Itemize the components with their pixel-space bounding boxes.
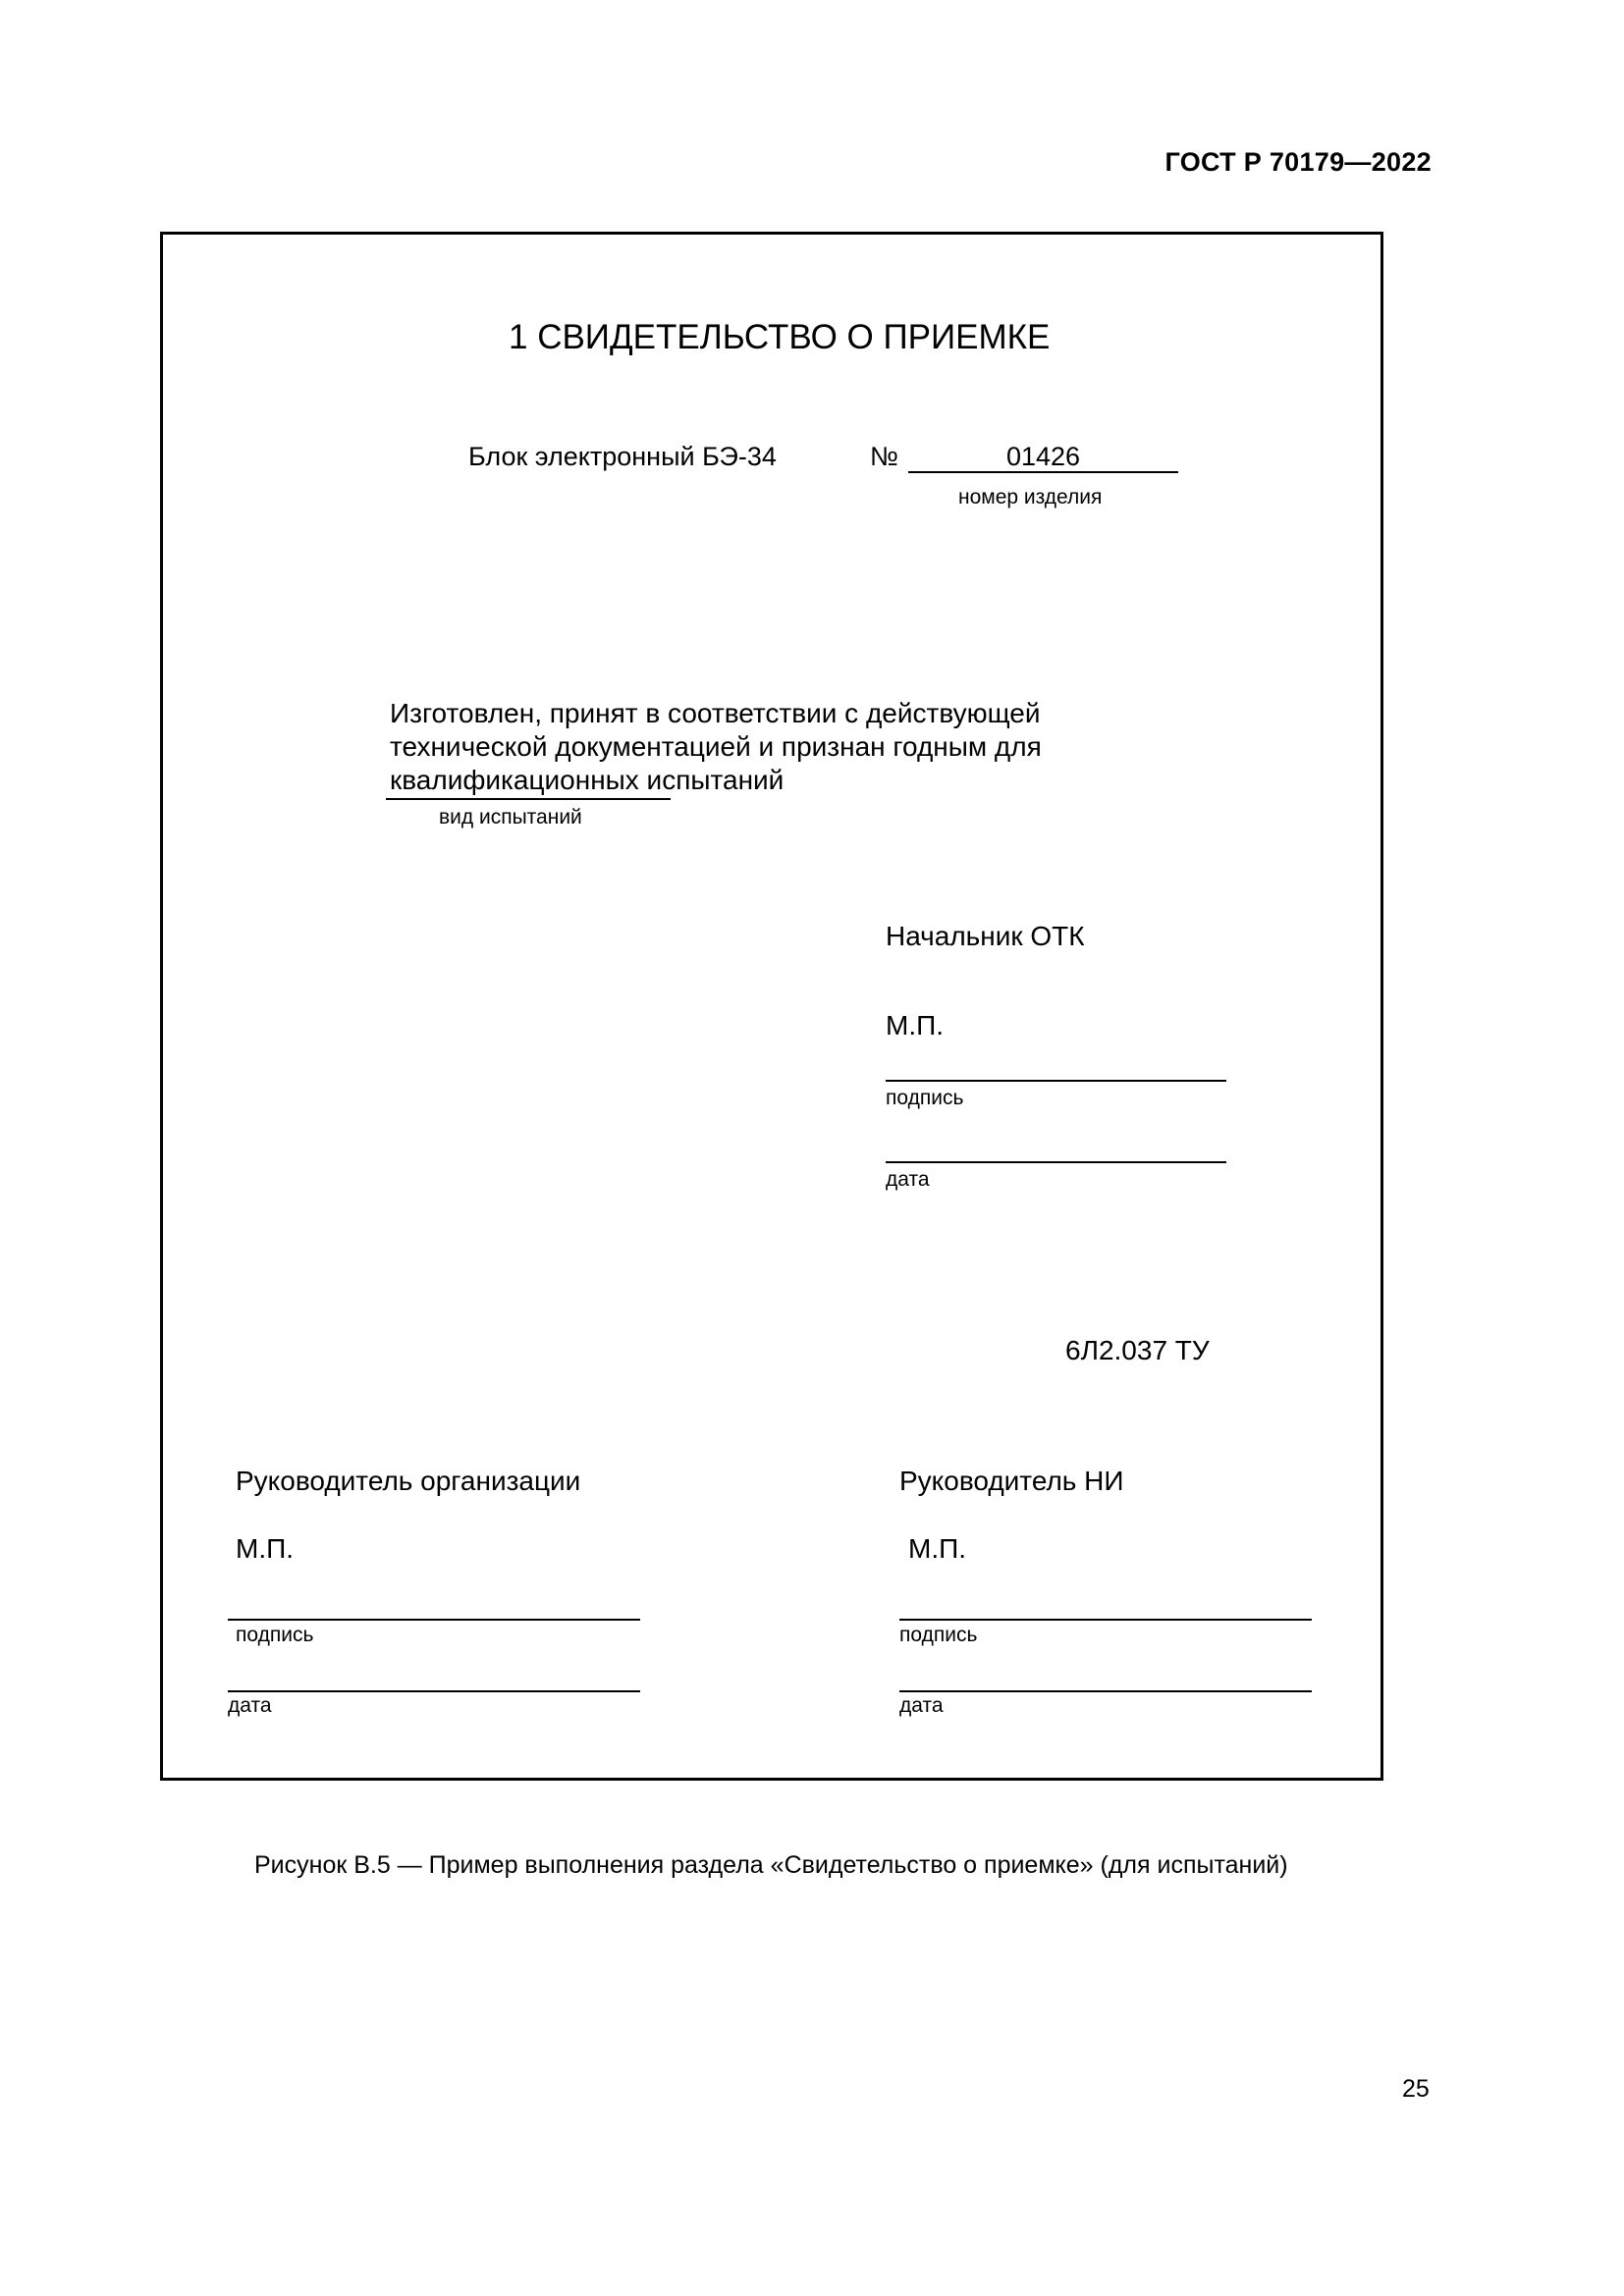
org-head-date-line [228,1690,640,1692]
statement-line: Изготовлен, принят в соответствии с действующей [390,698,1041,728]
otk-signature-caption: подпись [886,1087,964,1109]
acceptance-statement [390,697,1077,797]
ni-head-date-caption: дата [899,1694,944,1717]
ni-head-signature-caption: подпись [899,1624,978,1646]
product-name: Блок электронный БЭ-34 [468,442,777,471]
number-sign: № [870,442,898,471]
statement-line: квалификационных испытаний [390,765,785,795]
org-head-signature-caption: подпись [236,1624,314,1646]
spec-code: 6Л2.037 ТУ [1065,1335,1210,1365]
ni-head-title: Руководитель НИ [899,1466,1124,1496]
otk-date-caption: дата [886,1168,930,1191]
serial-number: 01426 [1005,442,1081,471]
figure-caption: Рисунок В.5 — Пример выполнения раздела «Свидетельство о приемке» (для испытаний) [254,1851,1288,1879]
page-number: 25 [1402,2075,1430,2103]
standard-designation: ГОСТ Р 70179—2022 [1164,147,1432,177]
statement-line: технической документацией и признан годным для [390,731,1042,762]
otk-date-line [886,1161,1226,1163]
serial-number-underline [908,471,1178,473]
serial-number-caption: номер изделия [958,486,1103,508]
test-type-underline [386,798,671,800]
ni-head-date-line [899,1690,1312,1692]
org-head-date-caption: дата [228,1694,272,1717]
otk-seal-mark: М.П. [886,1010,945,1041]
test-type-caption: вид испытаний [439,806,582,828]
org-head-signature-line [228,1619,640,1621]
org-head-title: Руководитель организации [236,1466,581,1496]
otk-chief-title: Начальник ОТК [886,921,1085,951]
certificate-title: 1 СВИДЕТЕЛЬСТВО О ПРИЕМКЕ [509,318,1051,356]
otk-signature-line [886,1080,1226,1082]
ni-head-seal-mark: М.П. [908,1533,967,1564]
org-head-seal-mark: М.П. [236,1533,295,1564]
ni-head-signature-line [899,1619,1312,1621]
